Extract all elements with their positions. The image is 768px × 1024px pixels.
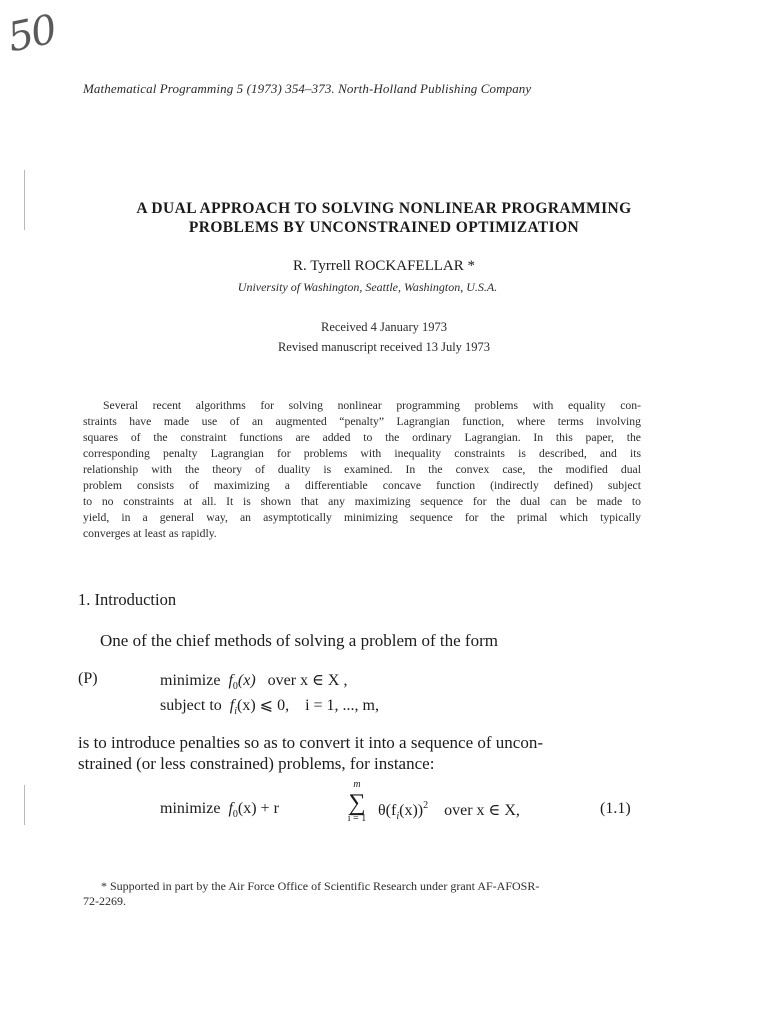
equation-lhs — [160, 800, 279, 820]
function-symbol: f — [228, 800, 233, 817]
term-subscript: i — [396, 811, 400, 822]
abstract-line: problem consists of maximizing a differentiable concave function (indirectly defined) subject — [83, 479, 641, 492]
abstract-line: squares of the constraint functions are added to the ordinary Lagrangian. In this paper, the — [83, 431, 641, 444]
body-text-line: strained (or less constrained) problems, for instance: — [78, 754, 435, 773]
function-subscript: 0 — [232, 681, 238, 692]
function-subscript: 0 — [232, 809, 238, 820]
summation-lower-limit: i = 1 — [347, 813, 367, 824]
function-symbol: f — [228, 672, 233, 689]
minimize-word: minimize — [160, 800, 221, 817]
penalty-term-close: (x)) — [399, 802, 424, 819]
equation-number: (1.1) — [600, 800, 631, 817]
problem-label: (P) — [78, 670, 98, 687]
paper-title-line-2: PROBLEMS BY UNCONSTRAINED OPTIMIZATION — [188, 219, 580, 236]
abstract-line: straints have made use of an augmented “penalty” Lagrangian function, where terms involving — [83, 415, 641, 428]
abstract-line: to no constraints at all. It is shown that any maximizing sequence for the dual can be made to — [83, 495, 641, 508]
body-text-line: is to introduce penalties so as to convert it into a sequence of uncon- — [78, 733, 544, 752]
paper-title-line-1: A DUAL APPROACH TO SOLVING NONLINEAR PROGRAMMING — [136, 200, 632, 217]
penalty-term: θ(f — [378, 802, 397, 819]
abstract-line: relationship with the theory of duality is examined. In the convex case, the modified dual — [83, 463, 641, 476]
function-argument: (x) — [237, 672, 256, 689]
summation-symbol: ∑ — [348, 790, 366, 816]
abstract-line: yield, in a general way, an asymptotically minimizing sequence for the primal which typically — [83, 511, 641, 524]
equation-domain: over x ∈ X, — [444, 802, 520, 819]
footnote-line: 72-2269. — [83, 894, 126, 908]
problem-constraint — [160, 695, 379, 717]
function-symbol: f — [229, 697, 235, 714]
problem-objective — [160, 670, 347, 692]
scan-margin-mark — [24, 785, 25, 825]
objective-domain: over x ∈ X , — [267, 672, 348, 689]
constraint-inequality: (x) ⩽ 0, — [237, 697, 290, 714]
equation-summand — [378, 800, 520, 822]
revised-date: Revised manuscript received 13 July 1973 — [277, 340, 491, 354]
section-title: Introduction — [94, 590, 177, 609]
handwritten-page-note: 50 — [3, 6, 60, 62]
section-heading — [78, 590, 176, 610]
footnote-line: * Supported in part by the Air Force Office of Scientific Research under grant AF-AFOSR- — [101, 879, 540, 893]
minimize-word: minimize — [160, 672, 221, 689]
function-subscript: i — [234, 706, 237, 717]
author-affiliation: University of Washington, Seattle, Washington, U.S.A. — [237, 280, 498, 294]
constraint-index-range: i = 1, ..., m, — [305, 697, 379, 714]
abstract-line: corresponding penalty Lagrangian for problems with inequality constraints is described, and its — [83, 447, 641, 460]
abstract-line: converges at least as rapidly. — [83, 527, 217, 540]
journal-citation: Mathematical Programming 5 (1973) 354–373. North-Holland Publishing Company — [83, 81, 532, 96]
author-name: R. Tyrrell ROCKAFELLAR * — [292, 258, 475, 274]
term-power: 2 — [423, 800, 429, 811]
abstract-line: Several recent algorithms for solving nonlinear programming problems with equality con- — [103, 399, 641, 412]
summation-upper-limit: m — [353, 779, 361, 790]
received-date: Received 4 January 1973 — [320, 320, 447, 334]
section-number: 1. — [78, 590, 91, 609]
summation-sign — [337, 780, 377, 826]
intro-sentence: One of the chief methods of solving a problem of the form — [100, 631, 498, 650]
penalty-coefficient: (x) + r — [237, 800, 279, 817]
footnote — [83, 879, 643, 909]
subject-to-word: subject to — [160, 697, 222, 714]
